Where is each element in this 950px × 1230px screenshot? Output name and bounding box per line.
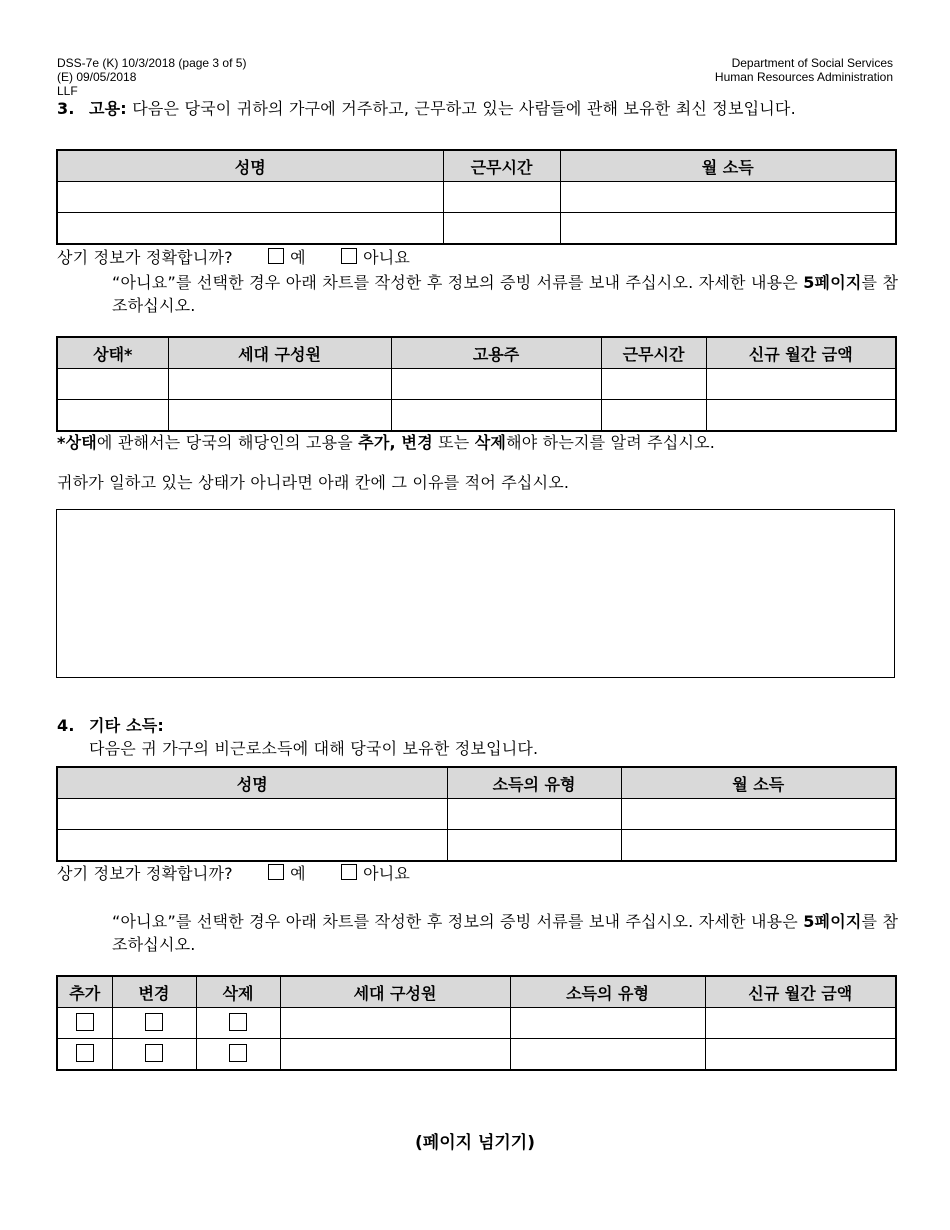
col-header-change: 변경	[112, 976, 196, 1008]
form-id: DSS-7e (K) 10/3/2018 (page 3 of 5)	[57, 56, 247, 70]
col-header-new-monthly-amount: 신규 월간 금액	[705, 976, 896, 1008]
add-cell	[57, 1039, 112, 1071]
delete-cell	[196, 1039, 280, 1071]
section-4-title: 기타 소득:	[89, 716, 164, 735]
table-cell[interactable]	[560, 213, 896, 245]
col-header-status: 상태*	[57, 337, 168, 369]
change-cell	[112, 1008, 196, 1039]
table-cell[interactable]	[57, 400, 168, 432]
table-cell[interactable]	[601, 369, 706, 400]
status-note	[57, 431, 907, 454]
col-header-delete: 삭제	[196, 976, 280, 1008]
add-checkbox[interactable]	[76, 1044, 94, 1062]
table-row	[57, 213, 896, 245]
form-header-right	[715, 56, 893, 84]
note-text-end: 해야 하는지를 알려 주십시오.	[506, 433, 716, 452]
table-cell[interactable]	[280, 1008, 510, 1039]
delete-checkbox[interactable]	[229, 1044, 247, 1062]
section-4-heading	[57, 714, 897, 760]
table-cell[interactable]	[391, 400, 601, 432]
other-income-table	[56, 766, 897, 862]
table-cell[interactable]	[705, 1008, 896, 1039]
table-cell[interactable]	[168, 400, 391, 432]
table-cell[interactable]	[706, 400, 896, 432]
table-row	[57, 369, 896, 400]
col-header-name: 성명	[57, 150, 443, 182]
section-4-number: 4.	[57, 716, 75, 735]
section-3-question	[57, 248, 410, 268]
table-cell[interactable]	[510, 1008, 705, 1039]
col-header-new-monthly-amount: 신규 월간 금액	[706, 337, 896, 369]
table-cell[interactable]	[621, 799, 896, 830]
change-cell	[112, 1039, 196, 1071]
other-income-change-table	[56, 975, 897, 1071]
col-header-hours: 근무시간	[601, 337, 706, 369]
col-header-hours: 근무시간	[443, 150, 560, 182]
question-text: 상기 정보가 정확합니까?	[57, 248, 233, 267]
table-cell[interactable]	[57, 830, 447, 862]
department-name: Department of Social Services	[731, 56, 893, 70]
yes-checkbox[interactable]	[268, 864, 284, 880]
note-or: 또는	[432, 433, 475, 452]
change-checkbox[interactable]	[145, 1013, 163, 1031]
table-row	[57, 400, 896, 432]
col-header-income-type: 소득의 유형	[510, 976, 705, 1008]
page-turn-note: (페이지 넘기기)	[415, 1133, 535, 1153]
no-checkbox[interactable]	[341, 864, 357, 880]
section-4-intro: 다음은 귀 가구의 비근로소득에 대해 당국이 보유한 정보입니다.	[89, 739, 539, 758]
note-add-change: 추가, 변경	[358, 433, 433, 452]
table-cell[interactable]	[510, 1039, 705, 1071]
section-3-intro: 다음은 당국이 귀하의 가구에 거주하고, 근무하고 있는 사람들에 관해 보유한 최신 정보입니다.	[126, 99, 796, 118]
no-checkbox[interactable]	[341, 248, 357, 264]
section-3-number: 3.	[57, 99, 75, 118]
table-row	[57, 1039, 896, 1071]
table-cell[interactable]	[57, 369, 168, 400]
table-cell[interactable]	[560, 182, 896, 213]
table-cell[interactable]	[168, 369, 391, 400]
not-working-prompt: 귀하가 일하고 있는 상태가 아니라면 아래 칸에 그 이유를 적어 주십시오.	[57, 473, 570, 492]
table-cell[interactable]	[57, 213, 443, 245]
col-header-add: 추가	[57, 976, 112, 1008]
page-reference: 5페이지	[803, 273, 862, 292]
instruction-text: “아니요”를 선택한 경우 아래 차트를 작성한 후 정보의 증빙 서류를 보내 주십시오. 자세한 내용은	[112, 273, 804, 292]
table-cell[interactable]	[601, 400, 706, 432]
note-status-term: 상태	[65, 433, 97, 452]
col-header-monthly-income: 월 소득	[560, 150, 896, 182]
col-header-household-member: 세대 구성원	[168, 337, 391, 369]
instruction-text: “아니요”를 선택한 경우 아래 차트를 작성한 후 정보의 증빙 서류를 보내 주십시오. 자세한 내용은	[112, 912, 804, 931]
no-label: 아니요	[363, 864, 411, 883]
table-cell[interactable]	[280, 1039, 510, 1071]
llf-code: LLF	[57, 84, 78, 98]
change-checkbox[interactable]	[145, 1044, 163, 1062]
table-row	[57, 1008, 896, 1039]
page-reference: 5페이지	[803, 912, 862, 931]
table-row	[57, 182, 896, 213]
yes-checkbox[interactable]	[268, 248, 284, 264]
no-label: 아니요	[363, 248, 411, 267]
col-header-income-type: 소득의 유형	[447, 767, 621, 799]
note-asterisk: *	[57, 433, 66, 452]
administration-name: Human Resources Administration	[714, 70, 893, 84]
section-3-title: 고용:	[89, 99, 127, 118]
note-text: 에 관해서는 당국의 해당인의 고용을	[96, 433, 359, 452]
table-cell[interactable]	[621, 830, 896, 862]
section-3-heading	[57, 97, 897, 120]
table-cell[interactable]	[57, 182, 443, 213]
delete-cell	[196, 1008, 280, 1039]
table-cell[interactable]	[447, 799, 621, 830]
table-cell[interactable]	[705, 1039, 896, 1071]
employment-info-table	[56, 149, 897, 245]
not-working-reason-box[interactable]	[56, 509, 895, 678]
add-checkbox[interactable]	[76, 1013, 94, 1031]
table-cell[interactable]	[57, 799, 447, 830]
table-cell[interactable]	[443, 182, 560, 213]
form-header-left	[57, 56, 246, 98]
section-3-instructions	[112, 271, 902, 317]
col-header-household-member: 세대 구성원	[280, 976, 510, 1008]
yes-label: 예	[290, 864, 306, 883]
instruction-text-end: 를 참조하십시오.	[112, 273, 899, 315]
table-cell[interactable]	[443, 213, 560, 245]
col-header-monthly-income: 월 소득	[621, 767, 896, 799]
col-header-name: 성명	[57, 767, 447, 799]
table-row	[57, 830, 896, 862]
employment-change-table	[56, 336, 897, 432]
table-cell[interactable]	[706, 369, 896, 400]
yes-label: 예	[290, 248, 306, 267]
table-cell[interactable]	[447, 830, 621, 862]
note-delete: 삭제	[474, 433, 507, 452]
add-cell	[57, 1008, 112, 1039]
delete-checkbox[interactable]	[229, 1013, 247, 1031]
instruction-text-end: 를 참조하십시오.	[112, 912, 899, 954]
english-date: (E) 09/05/2018	[57, 70, 137, 84]
table-cell[interactable]	[391, 369, 601, 400]
col-header-employer: 고용주	[391, 337, 601, 369]
question-text: 상기 정보가 정확합니까?	[57, 864, 233, 883]
section-4-question	[57, 864, 410, 884]
section-4-instructions	[112, 910, 902, 956]
table-row	[57, 799, 896, 830]
